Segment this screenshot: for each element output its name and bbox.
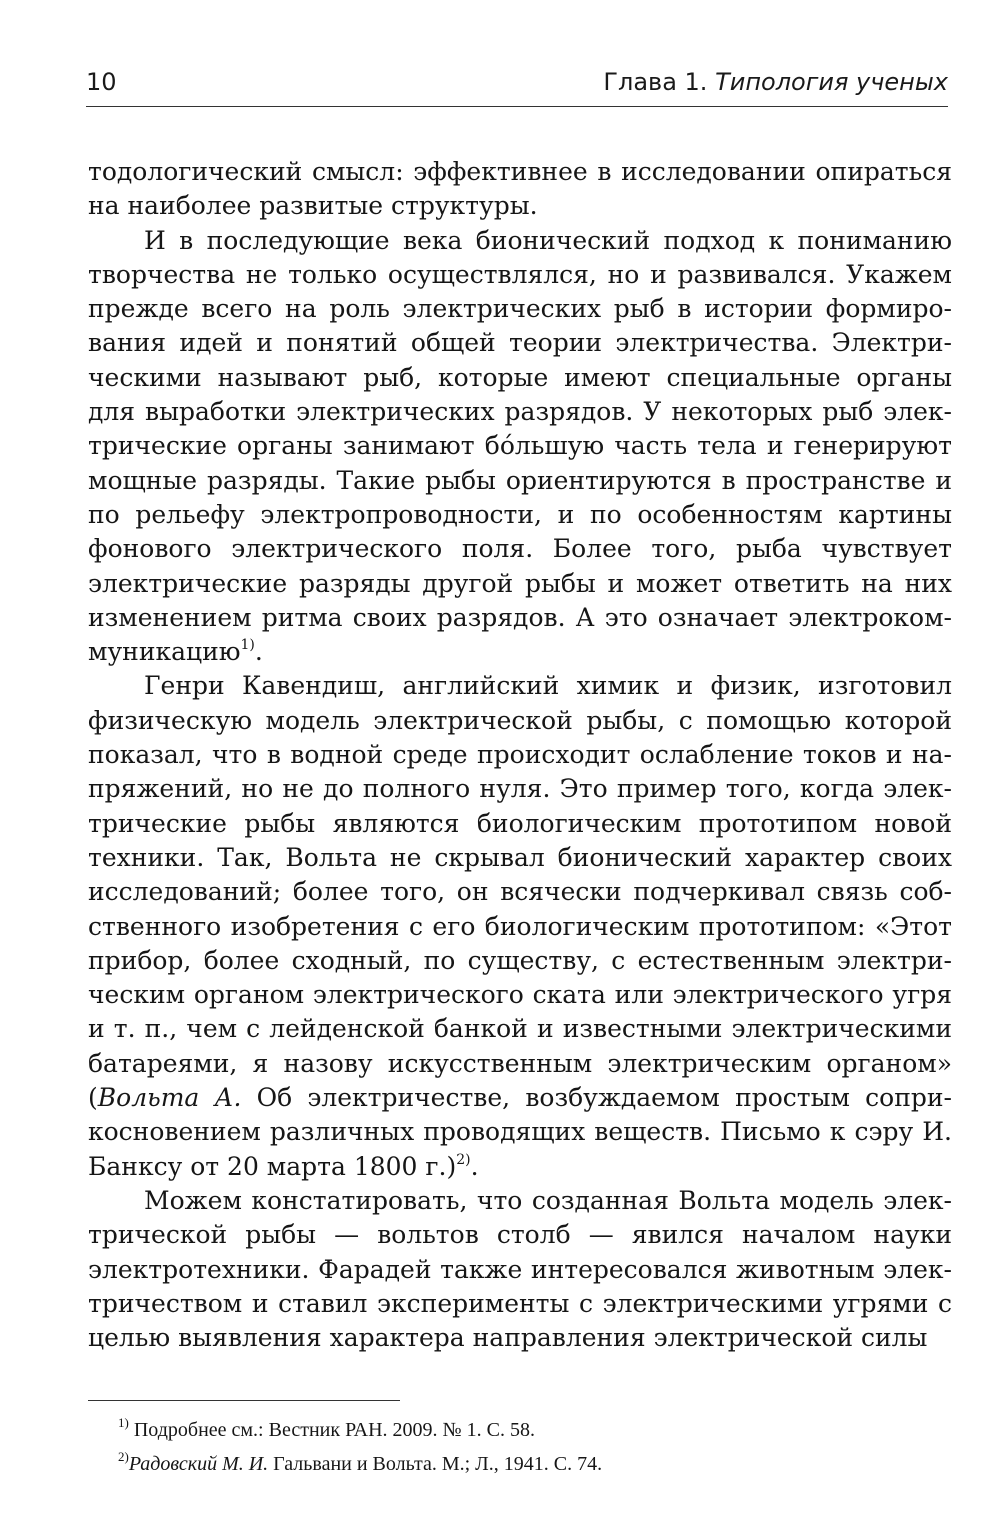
paragraph-3 <box>88 669 952 1183</box>
paragraph-2-end: . <box>254 637 263 667</box>
page-number: 10 <box>86 68 117 96</box>
citation-author: Вольта А. <box>97 1083 242 1113</box>
footnote-ref-1: 1) <box>240 637 255 654</box>
chapter-prefix: Глава 1. <box>603 68 716 96</box>
footnotes <box>118 1413 952 1481</box>
running-header <box>86 68 948 108</box>
footnote-ref-2: 2) <box>456 1151 471 1168</box>
footnote-author: Радовский М. И. <box>128 1453 269 1475</box>
footnote-text: Подробнее см.: Вестник РАН. 2009. № 1. С. 58. <box>128 1419 535 1441</box>
paragraph-3-text: Генри Кавендиш, английский химик и физик, изготовил физическую модель электрической рыбы, с помощью которой показал, что в водной среде происходит ослабление токов и напряжений, но не до полного нуля. Это пример того, когда электрические рыбы являются биологическим прототипом новой техники. Так, Вольта не скрывал бионический характер своих исследований; более того, он всячески подчеркивал связь собственного изобретения с его биологическим прототипом: «Этот прибор, более сходный, по существу, с естественным электрическим органом электрического ската или электрического угря и т. п., чем с лейденской банкой и известными электрическими батареями, я назову искусственным электрическим органом» ( <box>88 671 952 1113</box>
chapter-heading <box>603 68 948 96</box>
footnote-1 <box>118 1413 952 1447</box>
footnote-text: Гальвани и Вольта. М.; Л., 1941. С. 74. <box>268 1453 603 1475</box>
header-rule <box>86 106 948 107</box>
paragraph-3-end: . <box>470 1151 479 1181</box>
footnote-rule <box>88 1400 400 1401</box>
paragraph-2 <box>88 224 952 670</box>
body-text <box>88 155 952 1355</box>
footnote-mark: 1) <box>118 1415 129 1430</box>
paragraph-3-cont: Об электричестве, возбуждаемом простым соприкосновением различных проводящих веществ. Письмо к сэру И. Банксу от 20 марта 1800 г.) <box>88 1083 952 1181</box>
chapter-title: Типология ученых <box>715 68 948 96</box>
footnote-2 <box>118 1447 952 1481</box>
paragraph-1: тодологический смысл: эффективнее в исследовании опираться на наиболее развитые структуры. <box>88 157 952 221</box>
paragraph-4: Можем констатировать, что созданная Вольта модель электрической рыбы — вольтов столб — явился началом науки электротехники. Фарадей также интересовался животным электричеством и ставил эксперименты с электрическими угрями с целью выявления характера направления электрической силы <box>88 1185 952 1353</box>
footnote-mark: 2) <box>118 1449 129 1464</box>
paragraph-2-text: И в последующие века бионический подход к пониманию творчества не только осуществлялся, но и развивался. Укажем прежде всего на роль электрических рыб в истории формирования идей и понятий общей теории электричества. Электрическими называют рыб, которые имеют специальные органы для выработки электрических разрядов. У некоторых рыб электрические органы занимают бóльшую часть тела и генерируют мощные разряды. Такие рыбы ориентируются в пространстве и по рельефу электропроводности, и по особенностям картины фонового электрического поля. Более того, рыба чувствует электрические разряды другой рыбы и может ответить на них изменением ритма своих разрядов. А это означает электрокоммуникацию <box>88 225 952 667</box>
